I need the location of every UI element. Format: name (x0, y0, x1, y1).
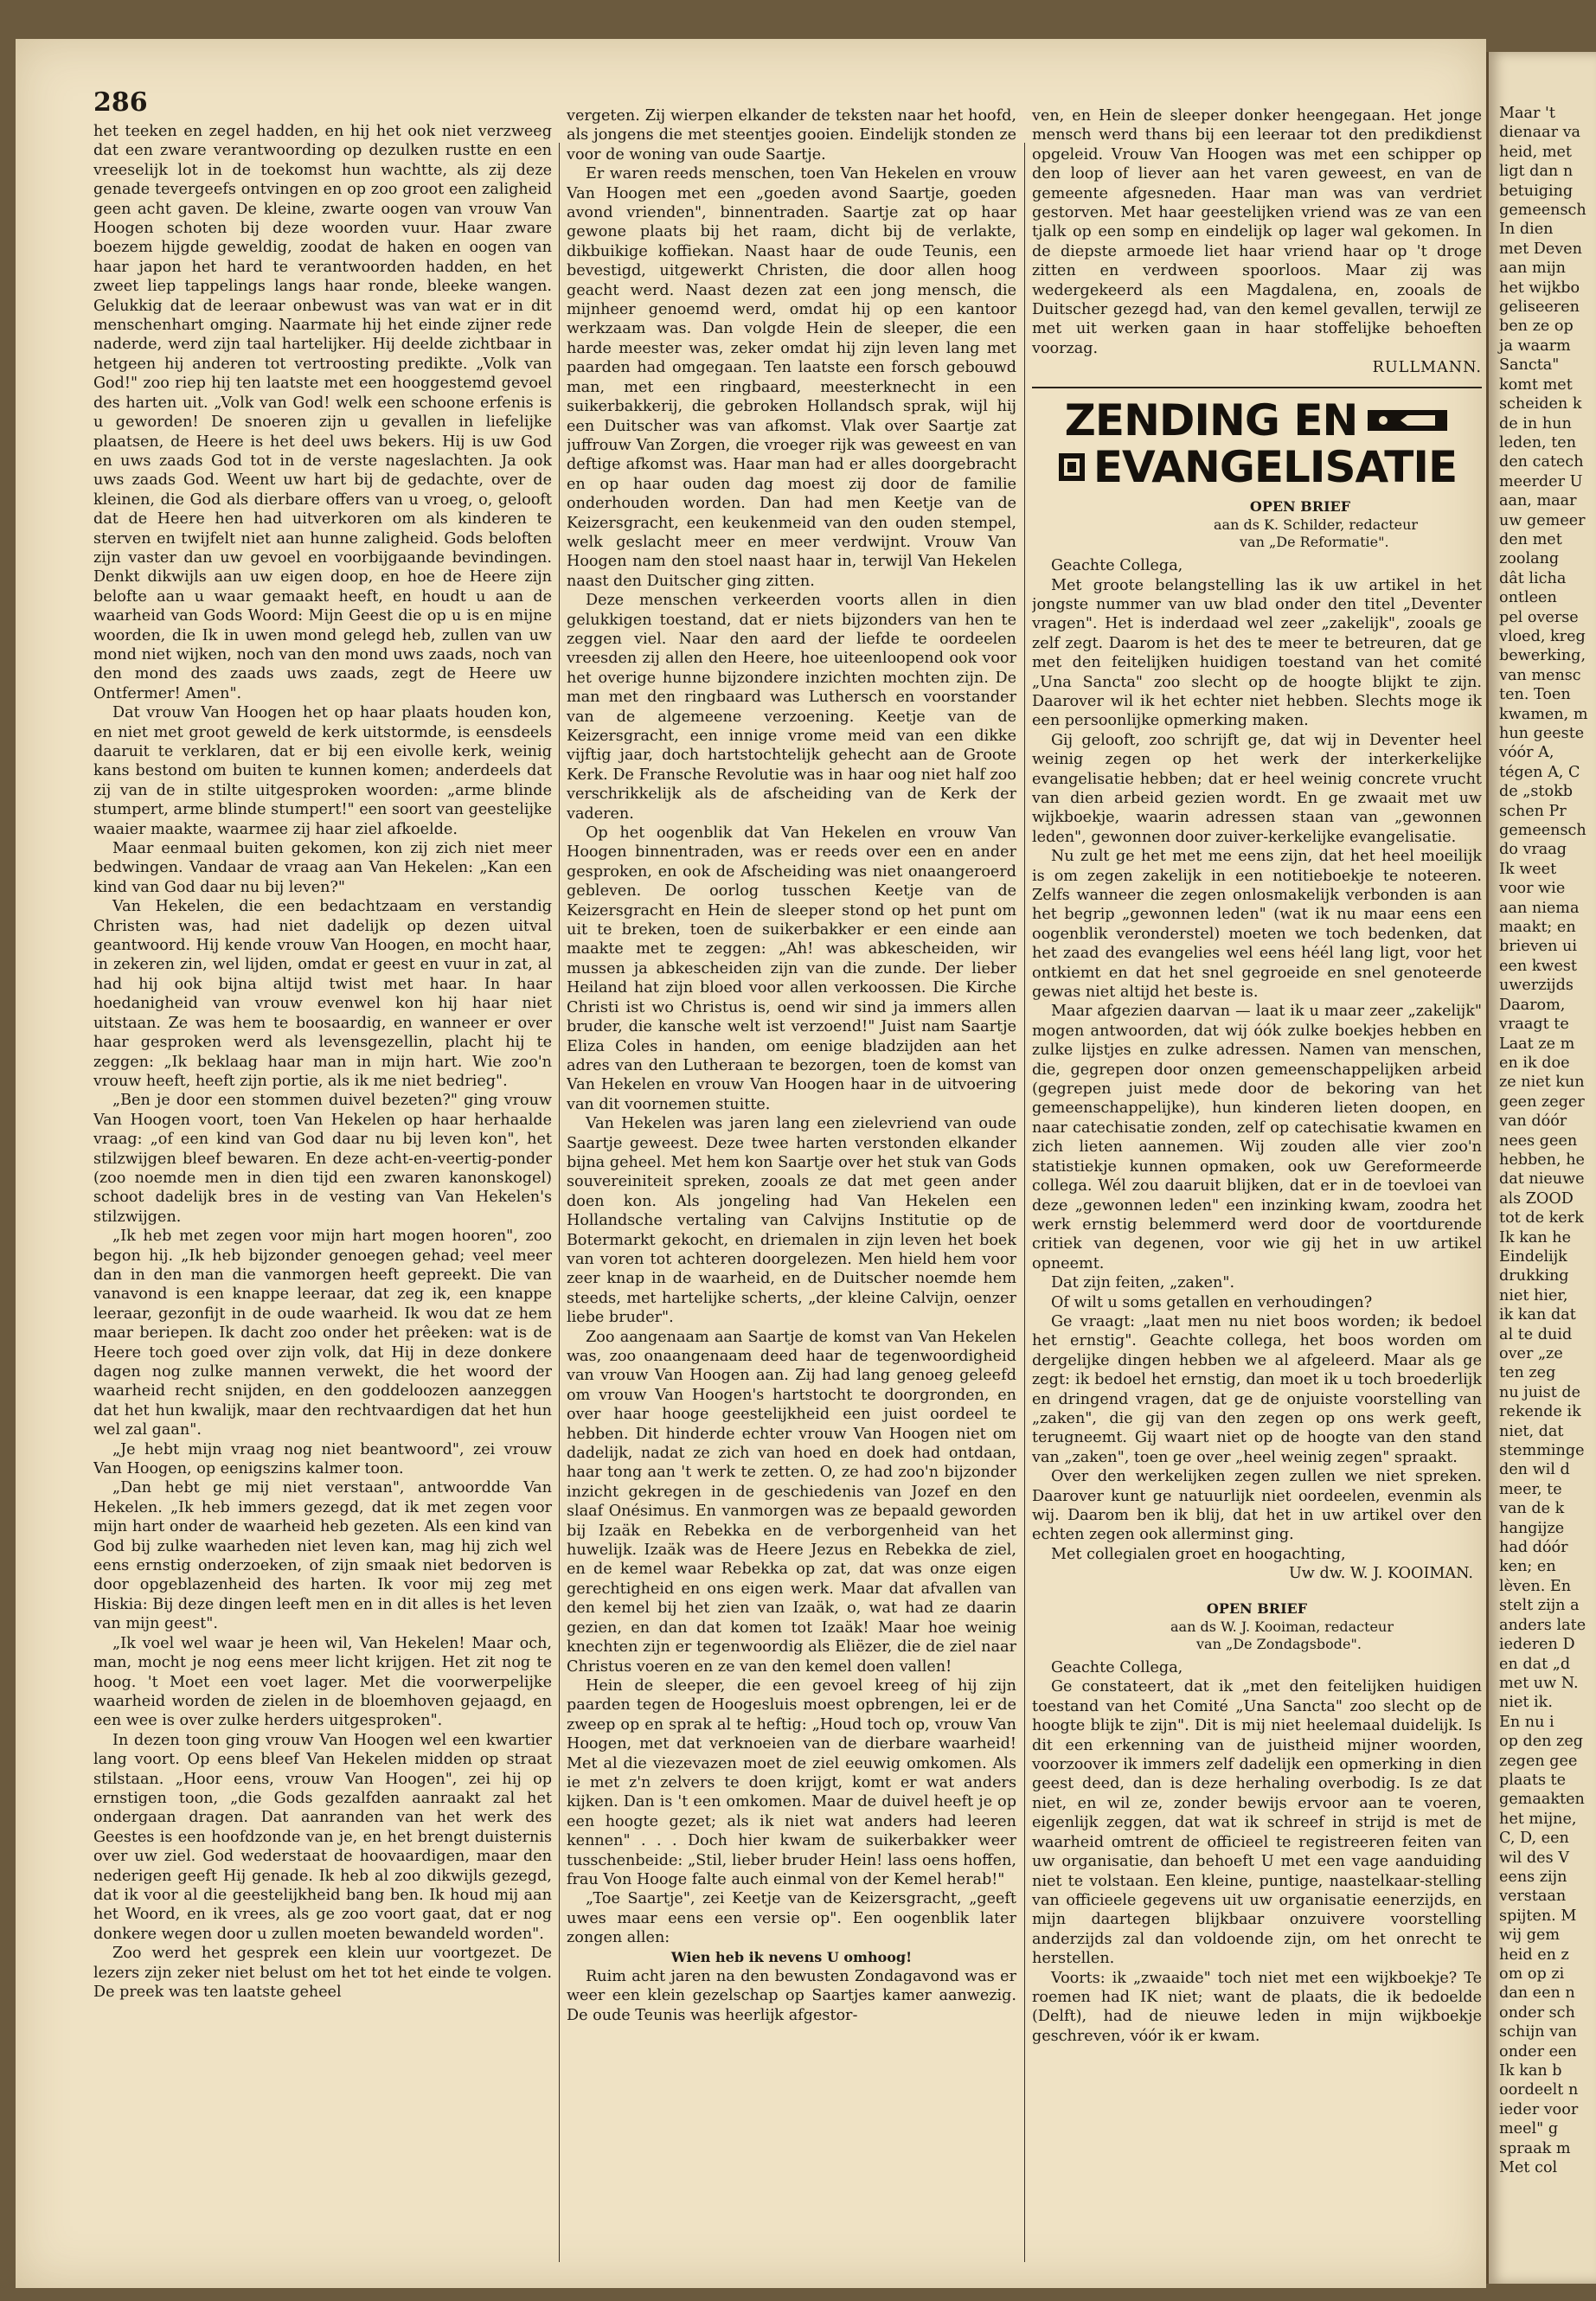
edge-line: meel" g (1499, 2120, 1559, 2138)
edge-line: oordeelt n (1499, 2081, 1579, 2099)
letter-1-addressee-2: van „De Reformatie". (1240, 534, 1389, 551)
edge-line: gemeensch (1499, 202, 1586, 220)
edge-line: meerder U (1499, 472, 1583, 490)
paragraph: Ruim acht jaren na den bewusten Zondagavond was er weer een klein gezelschap op Saartjes kamer aanwezig. De oude Teunis was heerlijk afgestor- (567, 1968, 1016, 2024)
letter-1-salutation: Geachte Collega, (1051, 557, 1183, 575)
edge-line: aan, maar (1499, 492, 1577, 510)
paragraph: Op het oogenblik dat Van Hekelen en vrouw Van Hoogen binnentraden, was er reeds over een en ander gesproken, en ook de Afscheiding was niet onaangeroerd gebleven. De oorlog tusschen Keetje van de Keizersgracht en Hein de sleeper stond op het punt om uit te breken, toen de suikerbakker er een einde aan maakte met te zeggen: „Ah! was abkescheiden, wir mussen ja abkescheiden zijn van die zunde. Der lieber Heiland hat zijn bloed voor allen verkoossen. Die Kirche Christi ist wo Christus is, oend wir sind ja immers allen bruder, die kansche welt ist verzoend!" Juist nam Saartje Eliza Coles in handen, om eenige bladzijden aan het adres van den Lutheraan te bezorgen, toen de komst van Van Hekelen en vrouw Van Hoogen haar in de uitvoering van dit voornemen stuitte. (567, 824, 1016, 1113)
edge-line: nees geen (1499, 1131, 1578, 1150)
edge-line: spraak m (1499, 2139, 1571, 2157)
paragraph: Van Hekelen, die een bedachtzaam en verstandig Christen was, had niet dadelijk op dezen uitval geantwoord. Hij kende vrouw Van Hoogen, en mocht haar, in zekeren zin, wel lijden, omdat er geest en vuur in zat, al had hij ook bijna altijd twist met haar. In haar hoedanigheid van vrouw evenwel kon hij haar niet uitstaan. Ze was hem te boosaardig, en wanneer er over haar gesproken werd als levensgezellin, placht hij te zeggen: „Ik beklaag haar man in mijn hart. Wie zoo'n vrouw heeft, heeft zijn portie, als ik me niet bedrieg". (93, 898, 552, 1090)
edge-line: Ik kan b (1499, 2062, 1562, 2080)
edge-line: om op zi (1499, 1965, 1565, 1983)
edge-line: drukking (1499, 1267, 1569, 1285)
edge-line: Sancta" (1499, 356, 1560, 375)
edge-line: geen zeger (1499, 1093, 1585, 1111)
edge-line: ken; en (1499, 1558, 1556, 1576)
edge-line: voor wie (1499, 880, 1566, 898)
next-page-column (1489, 52, 1596, 2177)
paragraph: Met collegialen groet en hoogachting, (1051, 1545, 1346, 1563)
edge-line: do vraag (1499, 841, 1567, 859)
paragraph: vergeten. Zij wierpen elkander de teksten naar het hoofd, als jongens die met steentjes gooien. Eindelijk stonden ze voor de woning van oude Saartje. (567, 107, 1016, 163)
edge-line: hangijze (1499, 1519, 1565, 1537)
edge-line: niet ik. (1499, 1694, 1553, 1712)
letter-2-addressee: aan ds W. J. Kooiman, redacteur (1170, 1618, 1394, 1636)
paragraph: Maar afgezien daarvan — laat ik u maar zeer „zakelijk" mogen antwoorden, dat wij óók zulke boekjes hebben en zulke lijstjes en zulke adressen. Namen van menschen, die, gegrepen door onzen gemeenschappelijken arbeid (gegrepen juist mede door de bekoring van het gemeenschappelijke), hun kinderen lieten doopen, en naar catechisatie zonden, zelf op catechisatie kwamen en zich lieten aannemen. Wij zouden alle vier zoo'n statistiekje kunnen opmaken, ook uw Gereformeerde collega. Wél zou daaruit blijken, dat er in de toevloei van deze „gewonnen leden" een inzinking kwam, zoodra het werk ernstig belemmerd werd door de voortdurende critiek van degenen, voor wie gij het in uw artikel opneemt. (1032, 1003, 1482, 1272)
edge-line: tot de kerk (1499, 1209, 1584, 1227)
edge-line: geliseeren (1499, 298, 1580, 317)
paragraph: „Je hebt mijn vraag nog niet beantwoord", zei vrouw Van Hoogen, op eenigszins kalmer toon. (93, 1440, 552, 1478)
letter-2-salutation: Geachte Collega, (1051, 1659, 1183, 1677)
edge-line: kwamen, m (1499, 705, 1588, 723)
author-signature: RULLMANN. (1372, 359, 1482, 377)
letter-2-body (1032, 1677, 1482, 2046)
paragraph: „Ik heb met zegen voor mijn hart mogen hooren", zoo begon hij. „Ik heb bijzonder genoegen gehad; veel meer dan in den man die vanmorgen heeft gepreekt. Die van vanavond is een knappe leeraar, dat zeg ik, een knappe leeraar, gezonfijt in de oude waarheid. Ik wou dat ze hem maar beriepen. Ik dacht zoo onder het prêeken: wat is de Heere toch goed over zijn volk, dat Hij in deze donkere dagen nog zulke mannen verwekt, die het woord der waarheid recht snijden, en den goddeloozen aanzeggen dat het hun kwalijk, maar den rechtvaardigen dat het hun wel zal gaan". (93, 1227, 552, 1439)
paragraph: ven, en Hein de sleeper donker heengegaan. Het jonge mensch werd thans bij een leeraar tot den predikdienst opgeleid. Vrouw Van Hoogen was met een schipper op den loop of liever aan het varen geweest, en van de gemeente afgesneden. Haar man was van verdriet gestorven. Met haar geestelijken vriend was ze van een tjalk op een somp en eindelijk op lager wal gekomen. In de diepste armoede liet haar vriend haar op 't droge zitten en verdween spoorloos. Maar zij was wedergekeerd als een Magdalena, en, zooals de Duitscher gezegd had, van den kemel gevallen, terwijl ze met uit werken gaan in haar stoffelijke behoeften voorzag. (1032, 107, 1482, 357)
edge-line: den wil d (1499, 1461, 1570, 1479)
paragraph: Wien heb ik nevens U omhoog! (670, 1948, 913, 1965)
paragraph: Dat vrouw Van Hoogen het op haar plaats houden kon, en niet met groot geweld de kerk uitstormde, is eensdeels daaruit te verklaren, dat er bij een eivolle kerk, weinig kans bestond om buiten te kunnen komen; anderdeels dat zij van de in stilte uitgesproken woorden: „arme blinde stumpert, arme blinde stumpert!" een soort van geestelijke waaier maakte, waarmee zij haar ziel afkoelde. (93, 704, 552, 838)
edge-line: ieder voor (1499, 2100, 1579, 2118)
edge-line: komt met (1499, 375, 1573, 394)
paragraph: Voorts: ik „zwaaide" toch niet met een wijkboekje? Te roemen had IK niet; want de plaats, die ik bedoelde (Delft), had de nieuwe leden in mijn wijkboekje geschreven, vóór ik er kwam. (1032, 1969, 1482, 2045)
paragraph: Maar eenmaal buiten gekomen, kon zij zich niet meer bedwingen. Vandaar de vraag aan Van Hekelen: „Kan een kind van God daar nu bij leven?" (93, 840, 552, 896)
edge-line: scheiden k (1499, 395, 1582, 413)
paragraph: Ge constateert, dat ik „met den feitelijken huidigen toestand van het Comité „Una Sancta" zoo slecht op de hoogte blijk te zijn". Dit is mij niet heelemaal duidelijk. Is dit een erkenning van de juistheid mijner woorden, voorzoover ik immers zelf dadelijk een opmerking in dien geest deed, dan is deze herhaling overbodig. Is ze dat niet, en wil ze, zonder bewijs ervoor aan te voeren, eigenlijk zeggen, dat wat ik schreef in strijd is met de waarheid omtrent de officieel te registreeren feiten van uw organisatie, dan behoeft U met een vage aanduiding niet te volstaan. Een kleine, puntige, naastelkaar-stelling van officieele gegevens uit uw organisatie eenerzijds, en mijn daartegen blijkbaar onzuivere voorstelling anderzijds zal dan voldoende zijn, om het onrecht te herstellen. (1032, 1678, 1482, 1968)
next-page-edge (1486, 52, 1596, 2284)
paragraph: Nu zult ge het met me eens zijn, dat het heel moeilijk is om zegen zakelijk in een notitieboekje te noteeren. Zelfs wanneer die zegen onlosmakelijk verbonden is aan het begrip „gewonnen leden" (wat ik nu maar eens een oogenblik veronderstel) moeten we toch bedenken, dat het zaad des evangelies wel eens héél lang ligt, voor het ontkiemt en dat het snel gegroeide en snel genoteerde gewas niet altijd het beste is. (1032, 848, 1482, 1002)
edge-line: ten. Toen (1499, 686, 1571, 704)
edge-line: en dat „d (1499, 1655, 1571, 1673)
edge-line: het wijkbo (1499, 279, 1580, 297)
edge-line: en ik doe (1499, 1054, 1570, 1072)
edge-line: het mijne, (1499, 1810, 1577, 1828)
edge-line: onder een (1499, 2042, 1577, 2061)
edge-line: dat nieuwe (1499, 1170, 1585, 1189)
edge-line: nu juist de (1499, 1383, 1581, 1401)
edge-line: aan mijn (1499, 260, 1566, 278)
edge-line: op den zeg (1499, 1733, 1583, 1751)
edge-line: hebben, he (1499, 1150, 1585, 1169)
paragraph: „Toe Saartje", zei Keetje van de Keizersgracht, „geeft uwes maar eens een versie op". Een oogenblik later zongen allen: (567, 1890, 1016, 1947)
paragraph: Hein de sleeper, die een gevoel kreeg of hij zijn paarden tegen de Hoogesluis moest opbrengen, lei er de zweep op en sprak al te heftig: „Houd toch op, vrouw Van Hoogen, met dat verknoeien van de dierbare waarheid! Met al die viezevazen moet de ziel eeuwig omkomen. Als ie met z'n zelvers te doen krijgt, komt er wat anders kijken. Dan is 't een omkomen. Maar de duivel heeft je op een hoogte gezet; als ik niet wat anders had leeren kennen" . . . Doch hier kwam de suikerbakker weer tusschenbeide: „Stil, lieber bruder Hein! lass oens hoffen, frau Von Hooge falte auch einmal von der Kemel herab!" (567, 1676, 1016, 1888)
edge-line: lèven. En (1499, 1577, 1572, 1595)
edge-line: spijten. M (1499, 1907, 1577, 1925)
edge-line: uw gemeer (1499, 511, 1586, 529)
paragraph: Met groote belangstelling las ik uw artikel in het jongste nummer van uw blad onder den titel „Deventer vragen". Het is inderdaad wel zeer „zakelijk", zooals ge zelf zegt. Daarom is het des te meer te betreuren, dat ge met den feitelijken huidigen toestand van het comité „Una Sancta" zoo slecht op de hoogte blijkt te zijn. Daarover wil ik het echter niet hebben. Slechts moge ik een persoonlijke opmerking maken. (1032, 576, 1482, 730)
edge-line: had dóór (1499, 1539, 1568, 1557)
edge-line: zegen gee (1499, 1752, 1578, 1770)
edge-line: een kwest (1499, 957, 1577, 975)
edge-line: Ik kan he (1499, 1228, 1572, 1247)
edge-line: vóór A, (1499, 744, 1554, 762)
edge-line: wil des V (1499, 1849, 1569, 1867)
edge-line: de in hun (1499, 414, 1572, 433)
paragraph: Van Hekelen was jaren lang een zielevriend van oude Saartje geweest. Deze twee harten verstonden elkander bijna geheel. Met hem kon Saartje over het stuk van Gods souvereiniteit spreken, zooals ze dat met geen ander doen kon. Als jongeling had Van Hekelen een Hollandsche vertaling van Calvijns Institutie op de Botermarkt gekocht, en driemalen in zijn leven het boek van voren tot achteren doorgelezen. Men hield hem voor zeer knap in de waarheid, en de Duitscher noemde hem steeds, met hartelijke scherts, „der kleine Calvijn, oenzer liebe bruder". (567, 1115, 1016, 1327)
edge-line: leden, ten (1499, 433, 1577, 452)
edge-line: van mensc (1499, 666, 1581, 684)
edge-line: als ZOOD (1499, 1189, 1574, 1208)
column-1 (93, 122, 552, 2271)
paragraph: Ge vraagt: „laat men nu niet boos worden; ik bedoel het ernstig". Geachte collega, het boos worden om dergelijke dingen hebben we al afgeleerd. Maar als ge zegt: ik bedoel het ernstig, dan moet ik u toch broederlijk en dringend vragen, dat ge de onjuiste voorstelling van „zaken", die gij van den zegen op ons werk geeft, terugneemt. Gij waart niet op de hoogte van den stand van „zaken", toen ge over „heel weinig zegen" spraakt. (1032, 1312, 1482, 1466)
paragraph: Dat zijn feiten, „zaken". (1051, 1274, 1235, 1292)
paragraph: „Ben je door een stommen duivel bezeten?" ging vrouw Van Hoogen voort, toen Van Hekelen op haar herhaalde vraag: „of een kind van God daar nu bij leven kon", het stilzwijgen bleef bewaren. En deze acht-en-veertig-ponder (zoo noemde men in dien tijd een zwaren kanonskogel) schoot dadelijk bres in de vesting van Van Hekelen's stilzwijgen. (93, 1092, 552, 1226)
edge-line: plaats te (1499, 1771, 1567, 1789)
edge-line: wij gem (1499, 1926, 1561, 1945)
letter-1-body (1032, 576, 1482, 1565)
edge-line: C, D, een (1499, 1830, 1569, 1848)
edge-line: rekende ik (1499, 1403, 1581, 1421)
letter-1-addressee: aan ds K. Schilder, redacteur (1214, 516, 1419, 534)
edge-line: de „stokb (1499, 783, 1573, 801)
column-divider (559, 143, 560, 2262)
edge-line: Laat ze m (1499, 1035, 1575, 1053)
edge-line: Eindelijk (1499, 1247, 1567, 1266)
letter-2-addressee-2: van „De Zondagsbode". (1196, 1636, 1362, 1653)
edge-line: dienaar va (1499, 124, 1581, 142)
edge-line: iederen D (1499, 1636, 1575, 1654)
column-divider (1024, 143, 1025, 2262)
letter-1-heading: OPEN BRIEF (1249, 497, 1351, 515)
edge-line: dât licha (1499, 569, 1567, 587)
edge-line: niet hier, (1499, 1286, 1568, 1304)
ornament-icon (1057, 450, 1086, 484)
edge-line: stelt zijn a (1499, 1597, 1580, 1615)
edge-line: niet, dat (1499, 1422, 1564, 1440)
edge-line: anders late (1499, 1616, 1586, 1634)
paragraph: Gij gelooft, zoo schrijft ge, dat wij in Deventer heel weinig zegen op het werk der interkerkelijke evangelisatie hebben; dat er heel weinig concrete vrucht van dien arbeid gezien wordt. En ge zwaait met uw wijkboekje, waarin adressen staan van „gewonnen leden", gewonnen door zuiver-kerkelijke evangelisatie. (1032, 731, 1482, 846)
edge-line: tégen A, C (1499, 763, 1580, 781)
edge-line: In dien (1499, 221, 1554, 239)
edge-line: over „ze (1499, 1345, 1563, 1362)
edge-line: met uw N. (1499, 1674, 1579, 1692)
edge-line: maakt; en (1499, 919, 1576, 937)
edge-line: met Deven (1499, 240, 1582, 258)
edge-line: schijn van (1499, 2023, 1577, 2041)
edge-line: onder sch (1499, 2003, 1575, 2022)
paragraph: het teeken en zegel hadden, en hij het ook niet verzweeg dat een zware verantwoording op dezulken rustte en een vreeselijk lot in de toekomst hun wachtte, als zij deze genade tevergeefs ontvingen en op zoo groot een zaligheid geen acht gaven. De kleine, zwarte oogen van vrouw Van Hoogen schoten bij deze woorden vuur. Haar zware boezem hijgde geweldig, zoodat de haken en oogen van haar japon het hard te verantwoorden hadden, en het zweet liep tappelings langs haar ronde, bleeke wangen. Gelukkig dat de leeraar onbewust was van wat er in dit menschenhart omging. Naarmate hij het einde zijner rede naderde, werd zijn taal hartelijker. Hij deelde zichtbaar in hetgeen hij anderen tot vertroosting predikte. „Volk van God!" zoo riep hij ten laatste met een hooggestemd gevoel des harten uit. „Volk van God! welk een schoone erfenis is u geworden! De snoeren zijn u gevallen in liefelijke plaatsen, de Heere is het deel uws bekers. Hij is uw God en uws zaads God tot in de verste nageslachten. Ja ook uws zaads God. Weent uw hart bij de gedachte, over de kleinen, die God als dierbare offers van u vroeg, o, gelooft dat de Heere hen had uitverkoren om als kinderen te sterven en twijfelt niet aan hunne zaligheid. Gods beloften zijn vaster dan uw gevoel en voorbijgaande bevindingen. Denkt dikwijls aan uw eigen doop, en hoe de Heere zijn belofte aan u waar gemaakt heeft, en houdt u aan de waarheid van Gods Woord: Mijn Geest die op u is en mijne woorden, die Ik in uwen mond gelegd heb, zullen van uw mond niet wijken, noch van den mond uws zaads, noch van den mond des zaads uws zaads, zegt de Heere uw Ontfermer! Amen". (93, 123, 552, 702)
page-number: 286 (93, 87, 148, 118)
edge-line: ligt dan n (1499, 163, 1574, 181)
edge-line: Daarom, (1499, 996, 1566, 1014)
letter-2-heading: OPEN BRIEF (1206, 1599, 1308, 1617)
edge-line: betuiging (1499, 182, 1574, 200)
edge-line: van dóór (1499, 1112, 1567, 1131)
edge-line: vraagt te (1499, 1016, 1569, 1034)
masthead-line-2: EVANGELISATIE (1093, 441, 1458, 492)
edge-line: ja waarm (1499, 336, 1571, 355)
edge-line: pel overse (1499, 608, 1579, 626)
edge-line: Met col (1499, 2159, 1558, 2177)
edge-line: al te duid (1499, 1325, 1573, 1343)
edge-line: uwerzijds (1499, 977, 1574, 995)
edge-line: verstaan (1499, 1888, 1567, 1906)
edge-line: ten zeg (1499, 1364, 1556, 1382)
edge-line: ze niet kun (1499, 1074, 1585, 1092)
column-2 (567, 106, 1016, 2271)
paragraph: Of wilt u soms getallen en verhoudingen? (1051, 1293, 1373, 1311)
edge-line: aan niema (1499, 899, 1580, 917)
edge-line: ben ze op (1499, 317, 1574, 336)
hand-pointing-icon (1366, 403, 1449, 438)
column-3 (1032, 106, 1482, 2271)
paragraph: Over den werkelijken zegen zullen we niet spreken. Daarover kunt ge natuurlijk niet oordeelen, evenmin als wij. Daarom ben ik blij, dat het in uw artikel over den echten zegen ook allerminst ging. (1032, 1468, 1482, 1544)
paragraph: „Ik voel wel waar je heen wil, Van Hekelen! Maar och, man, mocht je nog eens meer licht krijgen. Het zit nog te hoog. 't Moet een voet lager. Met die voorwerpelijke waarheid worden de zielen in de bloemhoven gejaagd, en een wee is over zulke herders uitgesproken". (93, 1634, 552, 1730)
edge-line: dan een n (1499, 1984, 1575, 2003)
edge-line: meer, te (1499, 1480, 1562, 1498)
edge-line: hun geeste (1499, 725, 1585, 742)
edge-line: vloed, kreg (1499, 627, 1586, 645)
edge-line: schen Pr (1499, 802, 1567, 820)
edge-line: zoolang (1499, 550, 1560, 568)
edge-line: En nu i (1499, 1713, 1554, 1731)
masthead-line-1: ZENDING EN (1064, 394, 1358, 445)
section-masthead (1032, 394, 1482, 492)
edge-line: den catech (1499, 453, 1584, 471)
edge-line: van de k (1499, 1500, 1565, 1518)
edge-line: heid en z (1499, 1945, 1569, 1964)
story-ending (1032, 106, 1482, 358)
edge-line: ik kan dat (1499, 1306, 1576, 1324)
edge-line: stemminge (1499, 1442, 1585, 1460)
newspaper-page (16, 39, 1486, 2288)
letter-1-signature: Uw dw. W. J. KOOIMAN. (1288, 1565, 1473, 1583)
paragraph: Zoo aangenaam aan Saartje de komst van Van Hekelen was, zoo onaangenaam deed haar de tegenwoordigheid van vrouw Van Hoogen aan. Zij had lang genoeg geleefd om vrouw Van Hoogen's hartstocht te doorgronden, en over haar hooge geestelijkheid een juist oordeel te hebben. Dit hinderde echter vrouw Van Hoogen niet om dadelijk, nadat ze zich van hoed en doek had ontdaan, haar tong aan 't werk te zetten. O, ze had zoo'n bijzonder inzicht gekregen in de geschiedenis van Jozef en den slaaf Onésimus. En vanmorgen was ze bepaald geworden bij Izaäk en Rebekka en de verborgenheid van het huwelijk. Izaäk was de Heere Jezus en Rebekka de ziel, en de kemel waar Rebekka op zat, dat was onze eigen gerechtigheid en ons eigen werk. Maar dat afvallen van den kemel bij het zien van Izaäk, o, wat had ze daarin gezien, en dan dat komen tot Izaäk! Maar hoe weinig knechten zijn er tegenwoordig als Eliëzer, die de ziel naar Christus voeren en ze van den kemel doen vallen! (567, 1328, 1016, 1676)
edge-line: gemaakten (1499, 1791, 1585, 1809)
edge-line: Ik weet (1499, 860, 1557, 878)
edge-line: eens zijn (1499, 1868, 1567, 1886)
edge-line: Maar 't (1499, 105, 1555, 122)
paragraph: Zoo werd het gesprek een klein uur voortgezet. De lezers zijn zeker niet belust om het tot het einde te volgen. De preek was ten laatste geheel (93, 1945, 552, 2001)
paragraph: Er waren reeds menschen, toen Van Hekelen en vrouw Van Hoogen met een „goeden avond Saartje, goeden avond vrienden", binnentraden. Saartje zat op haar gewone plaats bij het raam, dicht bij de verlakte, dikbuikige koffiekan. Naast haar de oude Teunis, een bevestigd, uitgewerkt Christen, die door allen hoog geacht werd. Naast dezen zat een jong mensch, die mijnheer genoemd werd, omdat hij op een kantoor werkzaam was. Dan volgde Hein de sleeper, die een harde meester was, zeker omdat hij zijn leven lang met paarden had omgegaan. Ten laatste een forsch gebouwd man, met een ringbaard, meesterknecht in een suikerbakkerij, die gebroken Hollandsch sprak, wijl hij een Duitscher was van afkomst. Vlak over Saartje zat juffrouw Van Zorgen, die vroeger rijk was geweest en van deftige afkomst was. Haar man had er alles doorgebracht en op haar ouden dag moest zij door de familie onderhouden worden. Dan had men Keetje van de Keizersgracht, een keukenmeid van den ouden stempel, welk geslacht meer en meer verdwijnt. Vrouw Van Hoogen nam den stoel naast haar in, terwijl Van Hekelen naast den Duitscher ging zitten. (567, 165, 1016, 590)
edge-line: bewerking, (1499, 647, 1586, 665)
edge-line: ontleen (1499, 589, 1557, 607)
edge-line: heid, met (1499, 143, 1572, 161)
section-divider (1032, 387, 1482, 388)
edge-line: den met (1499, 530, 1562, 548)
edge-line: gemeensch (1499, 822, 1586, 840)
paragraph: Deze menschen verkeerden voorts allen in dien gelukkigen toestand, dat er niets bijzonders van hen te zeggen viel. Naar den aard der liefde te oordeelen vreesden zij allen den Heere, hoe uiteenloopend ook voor het overige hunne bijzondere inzichten mochten zijn. De man met den ringbaard was Luthersch en voorstander van de algemeene verzoening. Keetje van de Keizersgracht, een innige vrome meid van een dikke vijftig jaar, doch hartstochtelijk gehecht aan de Groote Kerk. De Fransche Revolutie was in haar oog niet half zoo verschrikkelijk als de afscheiding van de Kerk der vaderen. (567, 592, 1016, 823)
paragraph: „Dan hebt ge mij niet verstaan", antwoordde Van Hekelen. „Ik heb immers gezegd, dat ik met zegen voor mijn hart onder de waarheid heb gezeten. Als een kind van God bij zulke waarheden niet leven kan, mag hij zich wel eens ernstig onderzoeken, of zijn smaak niet bedorven is door opgeblazenheid des harten. Ik voor mij zeg met Hiskia: Bij deze dingen leeft men en in dit alles is het leven van mijn geest". (93, 1479, 552, 1633)
paragraph: In dezen toon ging vrouw Van Hoogen wel een kwartier lang voort. Op eens bleef Van Hekelen midden op straat stilstaan. „Hoor eens, vrouw Van Hoogen", zei hij op ernstigen toon, „die Gods gezalfden aanraakt zal het ondergaan dragen. Dat aanranden van het werk des Geestes is een hoofdzonde van je, en het brengt duisternis over uw ziel. God wederstaat de hoovaardigen, maar den nederigen geeft Hij genade. Ik heb al zoo dikwijls gezegd, dat ik voor al die geestelijkheid bang ben. Ik houd mij aan het Woord, en ik vrees, als ge zoo voort gaat, dat er nog donkere wegen door u zullen moeten bewandeld worden". (93, 1731, 552, 1943)
edge-line: brieven ui (1499, 938, 1577, 956)
